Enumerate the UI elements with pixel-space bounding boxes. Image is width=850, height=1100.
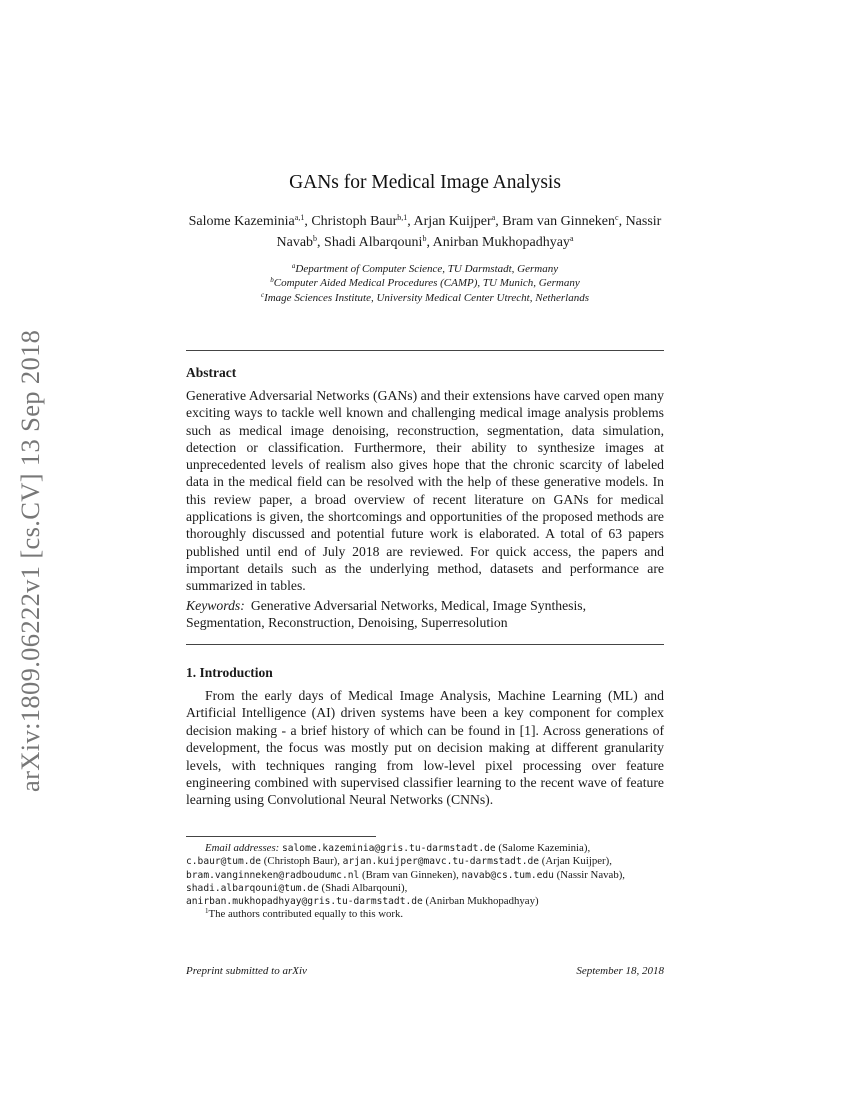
author-separator: ,	[495, 214, 503, 229]
author-separator: ,	[618, 214, 626, 229]
affiliation-line	[186, 276, 664, 290]
footnote-email-line	[186, 842, 666, 855]
email-owner: (Salome Kazeminia),	[495, 842, 591, 854]
author-name	[324, 235, 426, 250]
footnote-mark: 1	[205, 907, 209, 916]
affiliation-mark: c	[260, 290, 265, 299]
author-affiliation-mark: a	[491, 213, 496, 222]
keywords-label: Keywords:	[186, 598, 245, 613]
author-affiliation-mark: a,1	[294, 213, 305, 222]
email-addresses-label: Email addresses:	[205, 842, 282, 854]
author-name-text: Shadi Albarqouni	[324, 235, 423, 250]
author-name-text: Christoph Baur	[311, 214, 398, 229]
email-owner: (Anirban Mukhopadhyay)	[422, 895, 539, 908]
footnote-text: The authors contributed equally to this work.	[208, 908, 404, 921]
email-owner: (Christoph Baur),	[261, 855, 343, 868]
author-name	[189, 214, 305, 229]
footer-preprint-note: Preprint submitted to arXiv	[186, 965, 307, 977]
email-owner: (Shadi Albarqouni),	[318, 881, 408, 894]
footnote-equal-contribution	[186, 908, 666, 921]
author-name	[414, 214, 496, 229]
affiliation-mark: a	[291, 262, 296, 270]
email-owner: (Bram van Ginneken),	[359, 868, 462, 881]
email-address[interactable]: arjan.kuijper@mavc.tu-darmstadt.de	[342, 856, 540, 868]
author-name	[433, 235, 574, 250]
author-name-text: Anirban Mukhopadhyay	[432, 235, 570, 250]
abstract-bottom-rule	[186, 644, 664, 645]
email-address[interactable]: salome.kazeminia@gris.tu-darmstadt.de	[281, 843, 496, 854]
affiliation-list	[186, 262, 664, 305]
abstract-text: Generative Adversarial Networks (GANs) and their extensions have carved open many exciting ways to tackle well known and challenging medical image analysis problems such as medical image denoising, reconstruction, segmentation, data simulation, detection or classification. Furthermore, their ability to synthesize images at unprecedented levels of realism also gives hope that the chronic scarcity of labeled data in the medical field can be resolved with the help of these generative models. In this review paper, a broad overview of recent literature on GANs for medical applications is given, the shortcomings and opportunities of the proposed methods are thoroughly discussed and potential future work is elaborated. A total of 63 papers published until end of July 2018 are reviewed. For quick access, the papers and important details such as the underlying method, datasets and performance are summarized in tables.	[186, 388, 664, 594]
footnote-email-line	[186, 882, 666, 895]
author-name-text: Salome Kazeminia	[188, 214, 295, 229]
keywords	[186, 597, 664, 632]
paper-title: GANs for Medical Image Analysis	[289, 172, 561, 193]
abstract-heading: Abstract	[186, 365, 237, 380]
email-address[interactable]: anirban.mukhopadhyay@gris.tu-darmstadt.de	[186, 896, 423, 908]
email-address[interactable]: c.baur@tum.de	[186, 856, 262, 868]
email-address[interactable]: shadi.albarqouni@tum.de	[186, 882, 319, 894]
email-address[interactable]: bram.vanginneken@radboudumc.nl	[186, 869, 360, 881]
author-affiliation-mark: c	[615, 213, 619, 222]
affiliation-text: Department of Computer Science, TU Darmstadt, Germany	[295, 263, 559, 275]
author-separator: ,	[317, 235, 325, 250]
author-separator: ,	[426, 235, 433, 250]
footer-date: September 18, 2018	[576, 965, 664, 977]
author-affiliation-mark: b,1	[397, 213, 408, 222]
footnote-email-line	[186, 895, 666, 908]
introduction-text: From the early days of Medical Image Analysis, Machine Learning (ML) and Artificial Intelligence (AI) driven systems have been a key component for complex decision making - a brief history of which can be found in [1]. Across generations of development, the focus was mostly put on decision making at different granularity levels, with techniques ranging from low-level pixel processing over feature engineering combined with supervised classifier learning to the recent wave of feature learning using Convolutional Neural Networks (CNNs).	[186, 688, 664, 808]
footnote-email-line	[186, 855, 666, 868]
author-affiliation-mark: b	[313, 234, 318, 243]
keywords-text: Generative Adversarial Networks, Medical, Image Synthesis, Segmentation, Reconstruction, Denoising, Superresolution	[186, 598, 587, 631]
footnote-rule	[186, 836, 376, 837]
author-name	[311, 214, 407, 229]
email-owner: (Arjan Kuijper),	[539, 855, 612, 868]
affiliation-text: Image Sciences Institute, University Medical Center Utrecht, Netherlands	[264, 291, 590, 304]
author-list	[186, 211, 664, 253]
introduction-heading: 1. Introduction	[186, 665, 273, 680]
author-name	[502, 214, 618, 229]
affiliation-mark: b	[270, 276, 274, 285]
author-name-text: Bram van Ginneken	[502, 214, 615, 229]
author-affiliation-mark: b	[422, 234, 427, 243]
author-separator: ,	[304, 214, 312, 229]
footnotes	[186, 842, 666, 922]
email-owner: (Nassir Navab),	[553, 868, 626, 881]
affiliation-text: Computer Aided Medical Procedures (CAMP), TU Munich, Germany	[273, 277, 580, 290]
author-affiliation-mark: a	[569, 234, 574, 243]
affiliation-line	[186, 291, 664, 305]
author-name-text: Arjan Kuijper	[413, 214, 492, 229]
author-separator: ,	[407, 214, 414, 229]
footnote-email-line	[186, 869, 666, 882]
author-name-text: Nassir Navab	[276, 214, 662, 250]
abstract-top-rule	[186, 350, 664, 351]
arxiv-identifier: arXiv:1809.06222v1 [cs.CV] 13 Sep 2018	[15, 329, 45, 792]
email-address[interactable]: navab@cs.tum.edu	[461, 869, 554, 881]
affiliation-line	[186, 262, 664, 276]
